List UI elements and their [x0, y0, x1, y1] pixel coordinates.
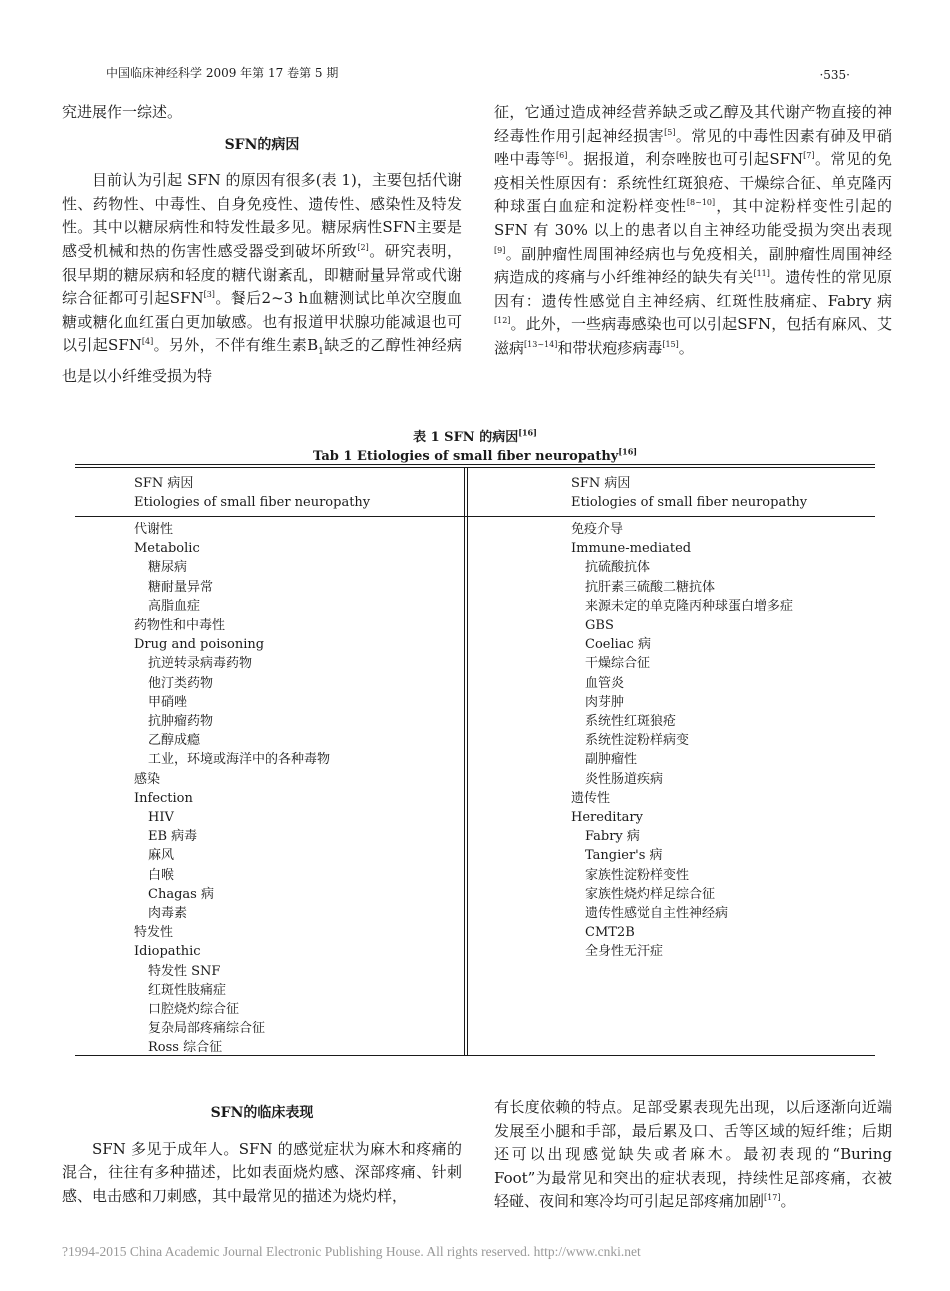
citation-ref[interactable]: [12] — [494, 316, 511, 326]
table-top-rule — [75, 464, 875, 465]
paragraph: SFN 多见于成年人。SFN 的感觉症状为麻木和疼痛的混合，往往有多种描述，比如表面烧灼感、深部疼痛、针刺感、电击感和刀刺感，其中最常见的描述为烧灼样， — [62, 1139, 462, 1205]
table-divider — [464, 467, 465, 1056]
table-cell: 炎性肠道疾病 — [585, 771, 664, 787]
table-cell: Fabry 病 — [585, 829, 640, 845]
table-cell: 他汀类药物 — [148, 675, 214, 691]
table-cell: Drug and poisoning — [134, 637, 265, 653]
right-column-top — [494, 101, 892, 361]
table-cell: 抗肿瘤药物 — [148, 714, 214, 730]
table-caption-en: Tab 1 Etiologies of small fiber neuropathy[16] — [312, 446, 638, 464]
table-header-left: SFN 病因 Etiologies of small fiber neuropathy — [134, 476, 371, 511]
citation-ref[interactable]: [17] — [764, 1193, 781, 1203]
table-cell: 免疫介导 — [571, 522, 624, 537]
table-cell: EB 病毒 — [148, 829, 198, 845]
citation-ref[interactable]: [8~10] — [686, 198, 716, 208]
table-cell: 乙醇成瘾 — [148, 733, 201, 749]
table-cell: CMT2B — [585, 925, 635, 941]
table-cell: Metabolic — [134, 541, 200, 557]
citation-ref[interactable]: [3] — [203, 290, 215, 300]
table-cell: GBS — [585, 618, 614, 634]
table-cell: 来源未定的单克隆丙种球蛋白增多症 — [585, 598, 794, 614]
table-cell: 药物性和中毒性 — [134, 618, 226, 634]
paragraph: 究进展作一综述。 — [62, 103, 183, 121]
table-right-rows — [571, 520, 793, 962]
table-cell: 遗传性感觉自主性神经病 — [585, 906, 729, 922]
citation-ref[interactable]: [15] — [662, 339, 679, 349]
table-cell: 感染 — [134, 771, 161, 787]
table-cell: 口腔烧灼综合征 — [148, 1002, 240, 1018]
table-cell: 抗肝素三硫酸二糖抗体 — [585, 579, 716, 595]
table-left-rows — [134, 520, 330, 1058]
table-cell: Immune-mediated — [571, 541, 692, 557]
citation-ref[interactable]: [5] — [664, 127, 676, 137]
table-cell: 高脂血症 — [148, 598, 201, 614]
table-cell: Tangier's 病 — [585, 848, 663, 864]
table-cell: 干燥综合征 — [585, 656, 651, 672]
paragraph: 有长度依赖的特点。足部受累表现先出现，以后逐渐向近端发展至小腿和手部，最后累及口、舌等区域的短纤维；后期还可以出现感觉缺失或者麻木。最初表现的“Buring Foot”为最常见和突出的症状表现，持续性足部疼痛，衣被轻碰、夜间和寒冷均可引起足部疼痛加剧[17]。 — [494, 1098, 892, 1211]
table-cell: 抗逆转录病毒药物 — [148, 656, 253, 672]
table-cell: 抗硫酸抗体 — [585, 560, 651, 576]
citation-ref[interactable]: [4] — [141, 337, 154, 347]
table-cell: HIV — [148, 810, 174, 826]
table-cell: 副肿瘤性 — [585, 752, 638, 768]
table-cell: 家族性烧灼样足综合征 — [585, 886, 716, 902]
table-cell: 甲硝唑 — [148, 694, 188, 710]
citation-ref[interactable]: [13~14] — [524, 339, 558, 349]
table-cell: 特发性 SNF — [148, 963, 221, 979]
table-cell: Chagas 病 — [148, 886, 214, 902]
table-divider — [467, 467, 468, 1056]
table-caption-cn: 表 1 SFN 的病因[16] — [413, 427, 537, 445]
left-column-bottom — [62, 1096, 462, 1208]
citation-ref[interactable]: [6] — [556, 151, 568, 161]
table-cell: 遗传性 — [571, 790, 611, 806]
table-cell: 工业，环境或海洋中的各种毒物 — [148, 752, 331, 768]
table-cell: 特发性 — [134, 925, 174, 941]
table-cell: 糖耐量异常 — [148, 579, 214, 595]
table-cell: 血管炎 — [585, 675, 625, 691]
section-heading-etiology: SFN的病因 — [224, 136, 300, 153]
citation-ref[interactable]: [7] — [803, 151, 815, 161]
right-column-bottom — [494, 1096, 892, 1214]
table-cell: 红斑性肢痛症 — [148, 982, 227, 998]
table-cell: 糖尿病 — [148, 560, 188, 576]
paragraph: 目前认为引起 SFN 的原因有很多(表 1)，主要包括代谢性、药物性、中毒性、自身免疫性、遗传性、感染性及特发性。其中以糖尿病性和特发性最多见。糖尿病性SFN主要是感受机械和热的伤害性感受器受到破坏所致[2]。研究表明，很早期的糖尿病和轻度的糖代谢紊乱，即糖耐量异常或代谢综合征都可引起SFN[3]。餐后2~3 h血糖测试比单次空腹血糖或糖化血红蛋白更加敏感。也有报道甲状腺功能减退也可以引起SFN[4]。另外，不伴有维生素$B_1$缺乏的乙醇性神经病也是以小纤维受损为特 — [62, 171, 462, 385]
table-cell: 家族性淀粉样变性 — [585, 867, 690, 883]
table-top-rule — [75, 467, 875, 468]
table-cell: 白喉 — [148, 867, 175, 883]
table-cell: 肉芽肿 — [585, 694, 625, 710]
table-header-right: SFN 病因 Etiologies of small fiber neuropathy — [571, 476, 808, 511]
page-number: ·535· — [819, 68, 850, 82]
table-cell: 全身性无汗症 — [585, 944, 664, 960]
table-cell: Idiopathic — [134, 944, 201, 960]
citation-ref[interactable]: [2] — [357, 242, 369, 252]
table-header-rule — [75, 516, 875, 517]
table-cell: 复杂局部疼痛综合征 — [148, 1021, 266, 1037]
citation-ref[interactable]: [11] — [753, 269, 770, 279]
citation-ref[interactable]: [9] — [494, 245, 506, 255]
etiology-table — [75, 464, 875, 1056]
table-cell: Coeliac 病 — [585, 637, 651, 653]
table-cell: Hereditary — [571, 810, 643, 826]
running-header: 中国临床神经科学 2009 年第 17 卷第 5 期 — [106, 66, 339, 80]
table-cell: 肉毒素 — [148, 906, 188, 922]
paragraph: 征，它通过造成神经营养缺乏或乙醇及其代谢产物直接的神经毒性作用引起神经损害[5]。常见的中毒性因素有砷及甲硝唑中毒等[6]。据报道，利奈唑胺也可引起SFN[7]。常见的免疫相关性原因有：系统性红斑狼疮、干燥综合征、单克隆丙种球蛋白血症和淀粉样变性[8~10]，其中淀粉样变性引起的 SFN 有 30% 以上的患者以自主神经功能受损为突出表现[9]。副肿瘤性周围神经病也与免疫相关，副肿瘤性周围神经病造成的疼痛与小纤维神经的缺失有关[11]。遗传性的常见原因有：遗传性感觉自主神经病、红斑性肢痛症、Fabry 病[12]。此外，一些病毒感染也可以引起SFN，包括有麻风、艾滋病[13~14]和带状疱疹病毒[15]。 — [494, 103, 892, 357]
table-cell: 代谢性 — [134, 522, 174, 537]
left-column-top — [62, 101, 462, 389]
copyright-footer: ?1994-2015 China Academic Journal Electronic Publishing House. All rights reserved. http://www.cnki.net — [62, 1244, 641, 1259]
table-cell: 系统性红斑狼疮 — [585, 714, 677, 730]
table-cell: 麻风 — [148, 848, 175, 864]
table-cell: 系统性淀粉样病变 — [585, 733, 690, 749]
table-cell: Infection — [134, 790, 193, 806]
table-cell: Ross 综合征 — [148, 1040, 223, 1056]
section-heading-clinical: SFN的临床表现 — [210, 1105, 314, 1121]
